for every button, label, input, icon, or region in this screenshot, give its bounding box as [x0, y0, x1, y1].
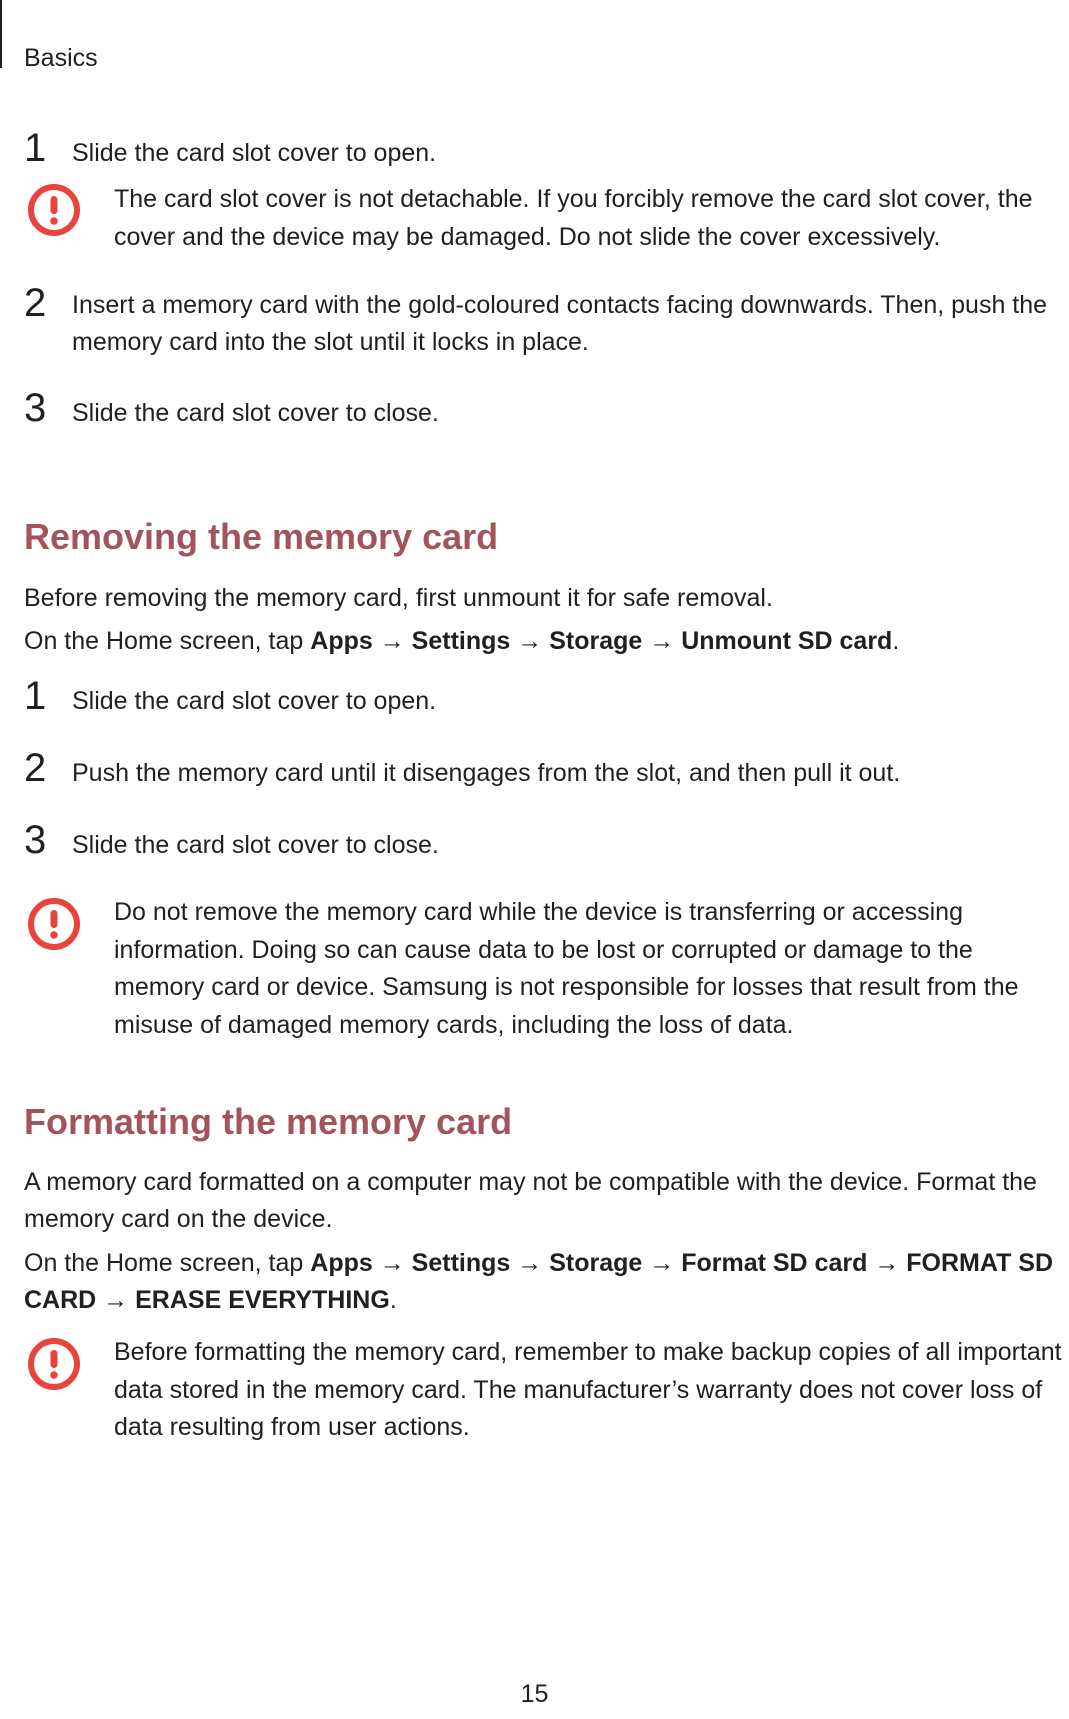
step-number: 3	[24, 386, 47, 430]
page-number: 15	[520, 1680, 549, 1708]
path-prefix: On the Home screen, tap	[24, 627, 311, 655]
warning-text: Before formatting the memory card, remember to make backup copies of all important data stored in the memory card. The manufacturer’s warranty does not cover loss of data resulting from user actions.	[114, 1338, 1062, 1441]
removing-intro: Before removing the memory card, first unmount it for safe removal.	[24, 584, 773, 612]
formatting-path	[24, 1245, 1069, 1319]
step-text: Slide the card slot cover to open.	[72, 139, 437, 167]
arrow: →	[517, 1249, 543, 1277]
arrow: →	[517, 627, 543, 655]
step-text: Slide the card slot cover to open.	[72, 687, 437, 715]
caution-exclamation-icon	[28, 1338, 80, 1390]
path-item-apps: Apps	[310, 1249, 373, 1277]
caution-exclamation-icon	[28, 898, 80, 950]
path-item-storage: Storage	[549, 627, 643, 655]
path-item-apps: Apps	[310, 627, 373, 655]
step-number: 1	[24, 674, 47, 718]
step-number: 1	[24, 126, 47, 170]
step-text: Insert a memory card with the gold-coloured contacts facing downwards. Then, push the memory card into the slot until it locks in place.	[72, 291, 1048, 356]
arrow: →	[379, 1249, 405, 1277]
path-item-unmount: Unmount SD card	[681, 627, 893, 655]
section-heading-removing: Removing the memory card	[24, 516, 499, 557]
path-item-erase-everything: ERASE EVERYTHING	[135, 1286, 390, 1314]
path-item-format-sd-card: Format SD card	[681, 1249, 868, 1277]
warning-text: Do not remove the memory card while the device is transferring or accessing information. Doing so can cause data to be lost or corrupted or damage to the memory card or device. Samsung is not responsible for losses that result from the misuse of damaged memory cards, including the loss of data.	[114, 898, 1019, 1039]
header-rule	[0, 0, 2, 68]
path-prefix: On the Home screen, tap	[24, 1249, 311, 1277]
step-text: Slide the card slot cover to close.	[72, 399, 439, 427]
formatting-intro: A memory card formatted on a computer may not be compatible with the device. Format the memory card on the device.	[24, 1168, 1037, 1233]
step-number: 2	[24, 746, 47, 790]
arrow: →	[379, 627, 405, 655]
section-heading-formatting: Formatting the memory card	[24, 1101, 513, 1142]
step-text: Slide the card slot cover to close.	[72, 831, 439, 859]
caution-exclamation-icon	[28, 184, 80, 236]
removing-path	[24, 623, 1069, 660]
path-suffix: .	[892, 627, 900, 655]
path-item-format-sd-card-button: FORMAT SD CARD	[24, 1249, 1054, 1314]
path-item-settings: Settings	[411, 627, 511, 655]
arrow: →	[103, 1286, 129, 1314]
path-item-storage: Storage	[549, 1249, 643, 1277]
arrow: →	[649, 627, 675, 655]
step-number: 2	[24, 281, 47, 325]
path-item-settings: Settings	[411, 1249, 511, 1277]
arrow: →	[649, 1249, 675, 1277]
step-text: Push the memory card until it disengages from the slot, and then pull it out.	[72, 759, 901, 787]
path-suffix: .	[389, 1286, 397, 1314]
warning-text: The card slot cover is not detachable. If you forcibly remove the card slot cover, the cover and the device may be damaged. Do not slide the cover excessively.	[114, 185, 1033, 251]
step-number: 3	[24, 818, 47, 862]
section-header: Basics	[24, 44, 98, 72]
arrow: →	[874, 1249, 900, 1277]
